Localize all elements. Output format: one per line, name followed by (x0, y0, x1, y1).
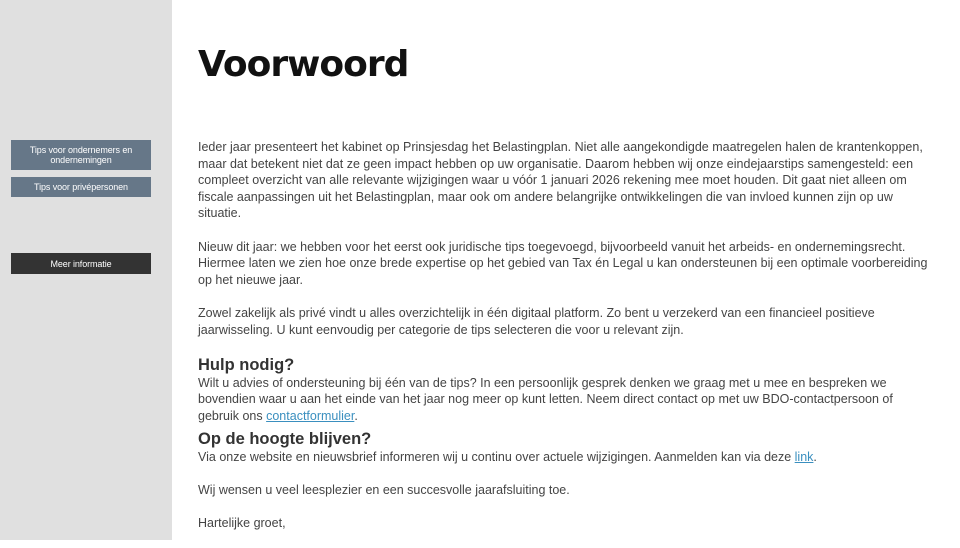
contactformulier-link[interactable]: contactformulier (266, 408, 355, 423)
help-heading: Hulp nodig? (198, 355, 295, 374)
sidebar (0, 0, 172, 540)
stay-informed-heading: Op de hoogte blijven? (198, 429, 372, 448)
new-this-year-paragraph: Nieuw dit jaar: we hebben voor het eerst ook juridische tips toegevoegd, bijvoorbeeld vanuit het arbeids- en ondernemingsrecht. Hiermee laten we zien hoe onze brede expertise op het gebied van Tax én Legal u kan ondersteunen bij een optimale voorbereiding op het nieuwe jaar. (198, 239, 928, 287)
main-content (172, 0, 960, 540)
closing-paragraph: Wij wensen u veel leesplezier en een succesvolle jaarafsluiting toe. (198, 482, 570, 497)
intro-paragraph: Ieder jaar presenteert het kabinet op Prinsjesdag het Belastingplan. Niet alle aangekondigde maatregelen halen de krantenkoppen, maar dat betekent niet dat ze geen impact hebben op uw organisatie. Daarom hebben wij onze eindejaarstips samengesteld: een compleet overzicht van alle relevante wijzigingen waar u vóór 1 januari 2026 rekening mee moet houden. Dit gaat niet alleen om fiscale aanpassingen uit het Belastingplan, maar ook om andere belangrijke ontwikkelingen die van invloed kunnen zijn op uw situatie. (198, 140, 923, 221)
help-text-end: . (354, 408, 358, 423)
page-title: Voorwoord (198, 44, 409, 85)
stay-informed-paragraph (198, 449, 933, 466)
subscribe-link[interactable]: link (794, 449, 814, 464)
article-body (198, 139, 933, 548)
signoff: Hartelijke groet, (198, 515, 286, 530)
meer-informatie-button[interactable]: Meer informatie (11, 253, 151, 274)
nav-button-ondernemers[interactable]: Tips voor ondernemers en ondernemingen (11, 140, 151, 170)
nav-button-privepersonen[interactable]: Tips voor privépersonen (11, 177, 151, 197)
help-text: Wilt u advies of ondersteuning bij één van de tips? In een persoonlijk gesprek denken we graag met u mee en bespreken we bovendien waar u aan het einde van het jaar nog meer op kunt letten. Neem direct contact op met uw BDO-contactpersoon of gebruik ons (198, 375, 893, 423)
stay-informed-text-end: . (813, 449, 817, 464)
help-paragraph (198, 375, 933, 425)
platform-paragraph: Zowel zakelijk als privé vindt u alles overzichtelijk in één digitaal platform. Zo bent u verzekerd van een financieel positieve jaarwisseling. U kunt eenvoudig per categorie de tips selecteren die voor u relevant zijn. (198, 305, 875, 337)
stay-informed-text: Via onze website en nieuwsbrief informeren wij u continu over actuele wijzigingen. Aanmelden kan via deze (198, 449, 795, 464)
